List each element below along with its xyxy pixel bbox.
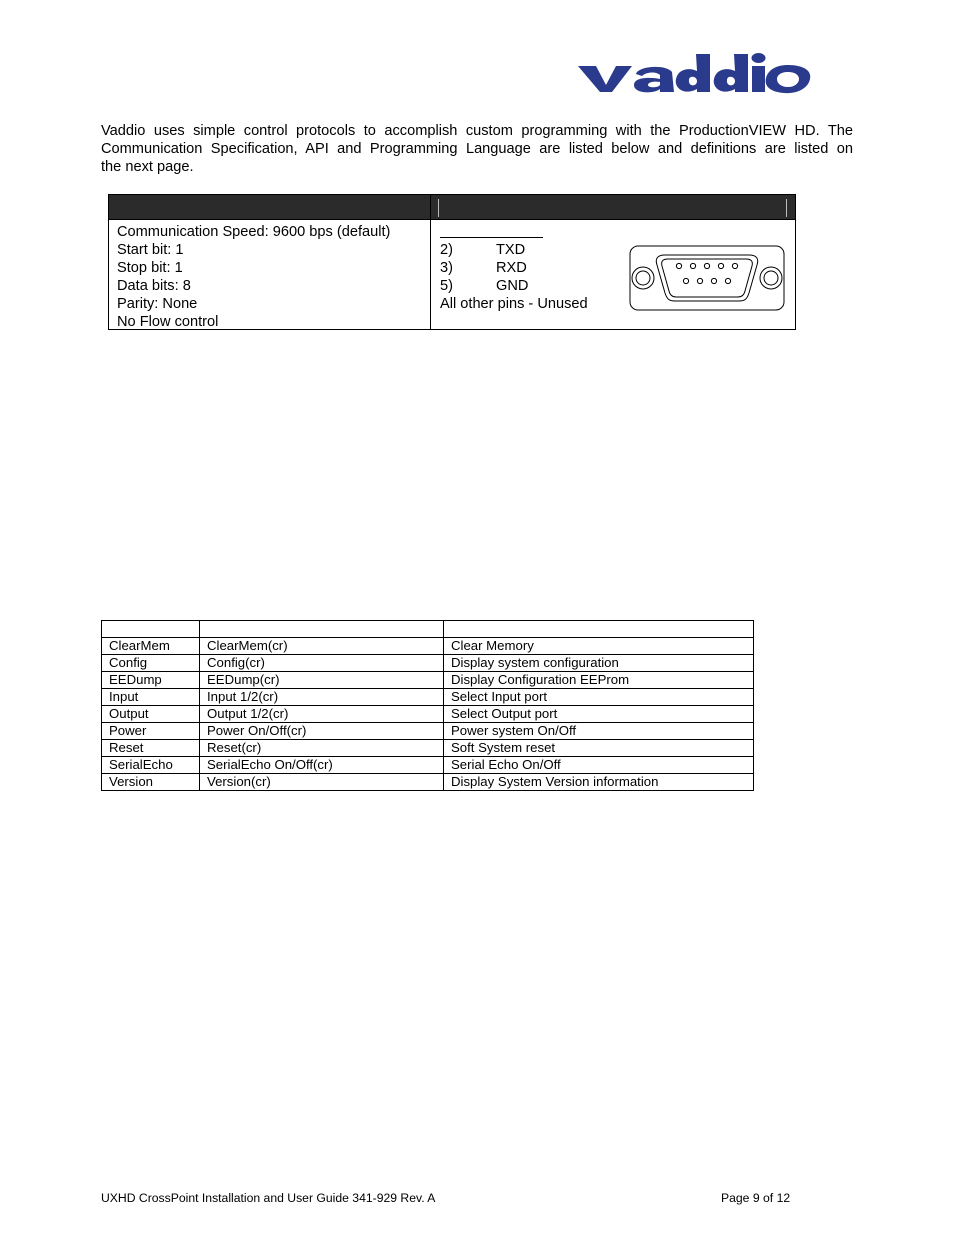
db9-connector-icon — [629, 245, 785, 311]
communication-settings — [117, 223, 390, 331]
header-divider — [438, 199, 439, 217]
pin-signal: GND — [496, 278, 529, 294]
command-syntax: Output 1/2(cr) — [200, 706, 444, 723]
pin-signal: RXD — [496, 260, 527, 276]
comm-setting: Communication Speed: 9600 bps (default) — [117, 224, 391, 240]
pin-row — [440, 277, 588, 295]
intro-line: Vaddio uses simple control protocols to accomplish custom programming with the ProductionVIEW HD. The — [101, 123, 853, 139]
table-row — [102, 706, 754, 723]
column-divider — [430, 195, 431, 329]
comm-setting: Stop bit: 1 — [117, 260, 183, 276]
header-divider — [786, 199, 787, 217]
command-syntax: EEDump(cr) — [200, 672, 444, 689]
table-cell — [200, 621, 444, 638]
table-row — [102, 655, 754, 672]
table-header-row — [102, 621, 754, 638]
command-name: Input — [102, 689, 200, 706]
comm-setting: Data bits: 8 — [117, 278, 191, 294]
table-row — [102, 723, 754, 740]
intro-paragraph — [101, 122, 853, 194]
command-name: SerialEcho — [102, 757, 200, 774]
comm-setting: No Flow control — [117, 314, 219, 330]
pinout-underline — [440, 237, 543, 238]
vaddio-logo — [576, 52, 812, 98]
command-syntax: Input 1/2(cr) — [200, 689, 444, 706]
communication-spec-table — [108, 194, 796, 330]
command-description: Display Configuration EEProm — [444, 672, 754, 689]
command-syntax: SerialEcho On/Off(cr) — [200, 757, 444, 774]
intro-line: Communication Specification, API and Programming Language are listed below and definitions are listed on — [101, 141, 853, 157]
pin-signal: TXD — [496, 242, 526, 258]
command-syntax: Version(cr) — [200, 774, 444, 791]
pinout-list — [440, 237, 588, 313]
command-syntax: Reset(cr) — [200, 740, 444, 757]
command-description: Clear Memory — [444, 638, 754, 655]
command-name: Power — [102, 723, 200, 740]
command-name: Reset — [102, 740, 200, 757]
table-cell — [444, 621, 754, 638]
command-name: Config — [102, 655, 200, 672]
command-syntax: ClearMem(cr) — [200, 638, 444, 655]
command-description: Select Input port — [444, 689, 754, 706]
command-name: Version — [102, 774, 200, 791]
comm-setting: Start bit: 1 — [117, 242, 184, 258]
pin-number: 3) — [440, 260, 453, 276]
comm-setting: Parity: None — [117, 296, 198, 312]
pin-number: 5) — [440, 278, 453, 294]
command-name: ClearMem — [102, 638, 200, 655]
spec-header-bar — [109, 195, 795, 220]
command-table — [101, 620, 754, 791]
table-row — [102, 672, 754, 689]
command-description: Display system configuration — [444, 655, 754, 672]
command-name: EEDump — [102, 672, 200, 689]
command-name: Output — [102, 706, 200, 723]
command-description: Power system On/Off — [444, 723, 754, 740]
command-description: Display System Version information — [444, 774, 754, 791]
command-syntax: Config(cr) — [200, 655, 444, 672]
pin-number: 2) — [440, 242, 453, 258]
pin-row — [440, 259, 588, 277]
footer-page-number: Page 9 of 12 — [721, 1191, 791, 1205]
intro-line: the next page. — [101, 159, 194, 175]
command-description: Serial Echo On/Off — [444, 757, 754, 774]
table-cell — [102, 621, 200, 638]
pin-other: All other pins - Unused — [440, 296, 588, 312]
table-row — [102, 689, 754, 706]
table-row — [102, 774, 754, 791]
footer-document-title: UXHD CrossPoint Installation and User Guide 341-929 Rev. A — [101, 1191, 436, 1205]
pin-row — [440, 241, 588, 259]
command-syntax: Power On/Off(cr) — [200, 723, 444, 740]
command-description: Soft System reset — [444, 740, 754, 757]
command-description: Select Output port — [444, 706, 754, 723]
table-row — [102, 757, 754, 774]
table-row — [102, 638, 754, 655]
table-row — [102, 740, 754, 757]
